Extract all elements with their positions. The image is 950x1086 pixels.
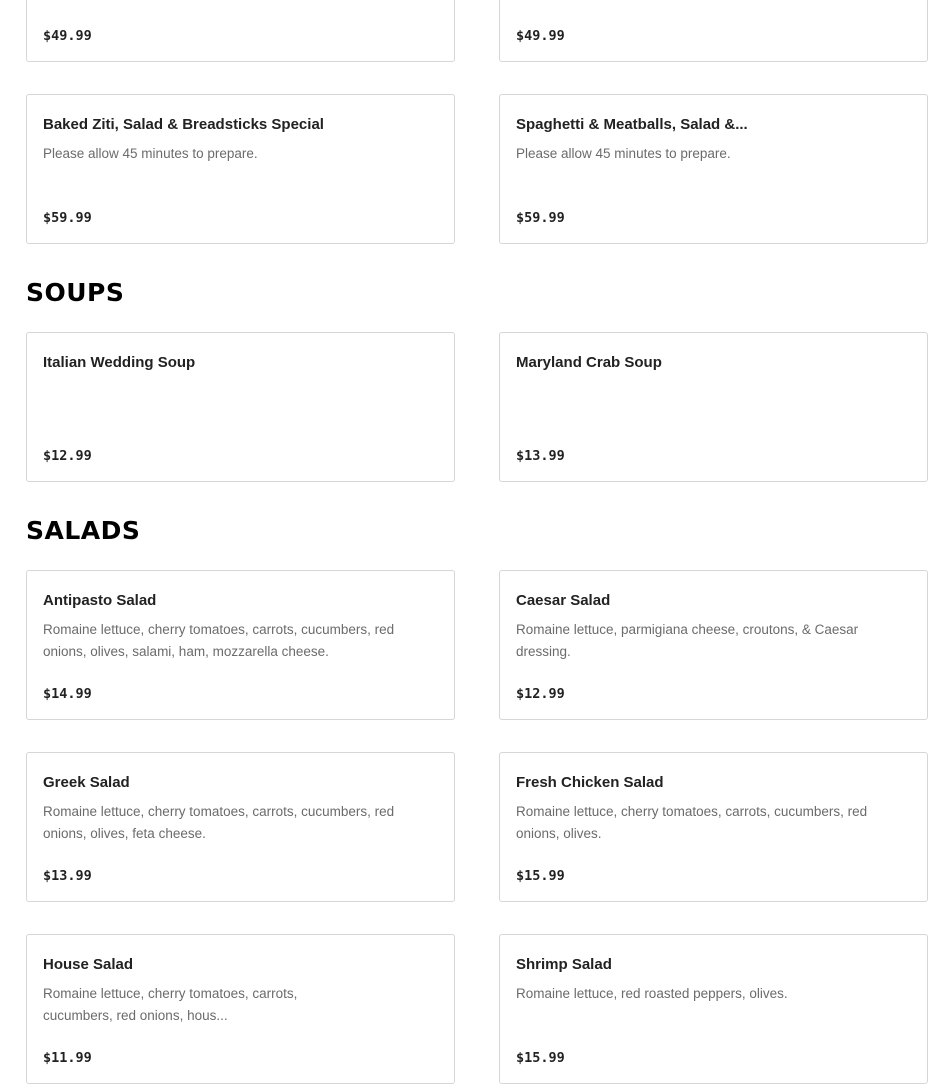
item-price: $59.99 bbox=[516, 210, 565, 226]
menu-item-card[interactable] bbox=[26, 332, 455, 482]
item-price: $15.99 bbox=[516, 868, 565, 884]
item-price: $15.99 bbox=[516, 1050, 565, 1066]
item-name: Baked Ziti, Salad & Breadsticks Special bbox=[43, 116, 324, 133]
item-description: Please allow 45 minutes to prepare. bbox=[516, 146, 731, 161]
item-price: $13.99 bbox=[516, 448, 565, 464]
item-description: Romaine lettuce, red roasted peppers, olives. bbox=[516, 986, 788, 1001]
item-name: Greek Salad bbox=[43, 774, 130, 791]
item-price: $11.99 bbox=[43, 1050, 92, 1066]
menu-item-card[interactable] bbox=[26, 934, 455, 1084]
menu-item-card[interactable] bbox=[26, 752, 455, 902]
item-price: $12.99 bbox=[516, 686, 565, 702]
menu-item-card[interactable] bbox=[499, 752, 928, 902]
section-title-soups: SOUPS bbox=[26, 278, 125, 307]
item-price: $14.99 bbox=[43, 686, 92, 702]
item-name: Maryland Crab Soup bbox=[516, 354, 662, 371]
menu-item-card[interactable] bbox=[26, 570, 455, 720]
menu-item-card[interactable] bbox=[499, 332, 928, 482]
item-description: Romaine lettuce, cherry tomatoes, carrots, cucumbers, red onions, hous... bbox=[43, 986, 298, 1023]
item-description: Romaine lettuce, cherry tomatoes, carrots, cucumbers, red onions, olives, feta cheese. bbox=[43, 804, 395, 841]
item-name: Antipasto Salad bbox=[43, 592, 157, 609]
item-description: Romaine lettuce, parmigiana cheese, croutons, & Caesar dressing. bbox=[516, 622, 859, 659]
menu-item-card[interactable] bbox=[26, 0, 455, 62]
item-name: Shrimp Salad bbox=[516, 956, 612, 973]
item-price: $12.99 bbox=[43, 448, 92, 464]
menu-item-card[interactable] bbox=[499, 934, 928, 1084]
item-price: $59.99 bbox=[43, 210, 92, 226]
item-description: Romaine lettuce, cherry tomatoes, carrots, cucumbers, red onions, olives, salami, ham, mozzarella cheese. bbox=[43, 622, 395, 659]
item-description: Please allow 45 minutes to prepare. bbox=[43, 146, 258, 161]
item-price: $13.99 bbox=[43, 868, 92, 884]
item-name: House Salad bbox=[43, 956, 134, 973]
item-name: Spaghetti & Meatballs, Salad &... bbox=[516, 116, 748, 133]
menu-item-card[interactable] bbox=[26, 94, 455, 244]
item-name: Caesar Salad bbox=[516, 592, 611, 609]
item-name: Fresh Chicken Salad bbox=[516, 774, 664, 791]
menu-item-card[interactable] bbox=[499, 570, 928, 720]
item-description: Romaine lettuce, cherry tomatoes, carrots, cucumbers, red onions, olives. bbox=[516, 804, 868, 841]
item-price: $49.99 bbox=[516, 28, 565, 44]
item-price: $49.99 bbox=[43, 28, 92, 44]
item-name: Italian Wedding Soup bbox=[43, 354, 196, 371]
section-title-salads: SALADS bbox=[26, 516, 141, 545]
menu-item-card[interactable] bbox=[499, 94, 928, 244]
menu-item-card[interactable] bbox=[499, 0, 928, 62]
